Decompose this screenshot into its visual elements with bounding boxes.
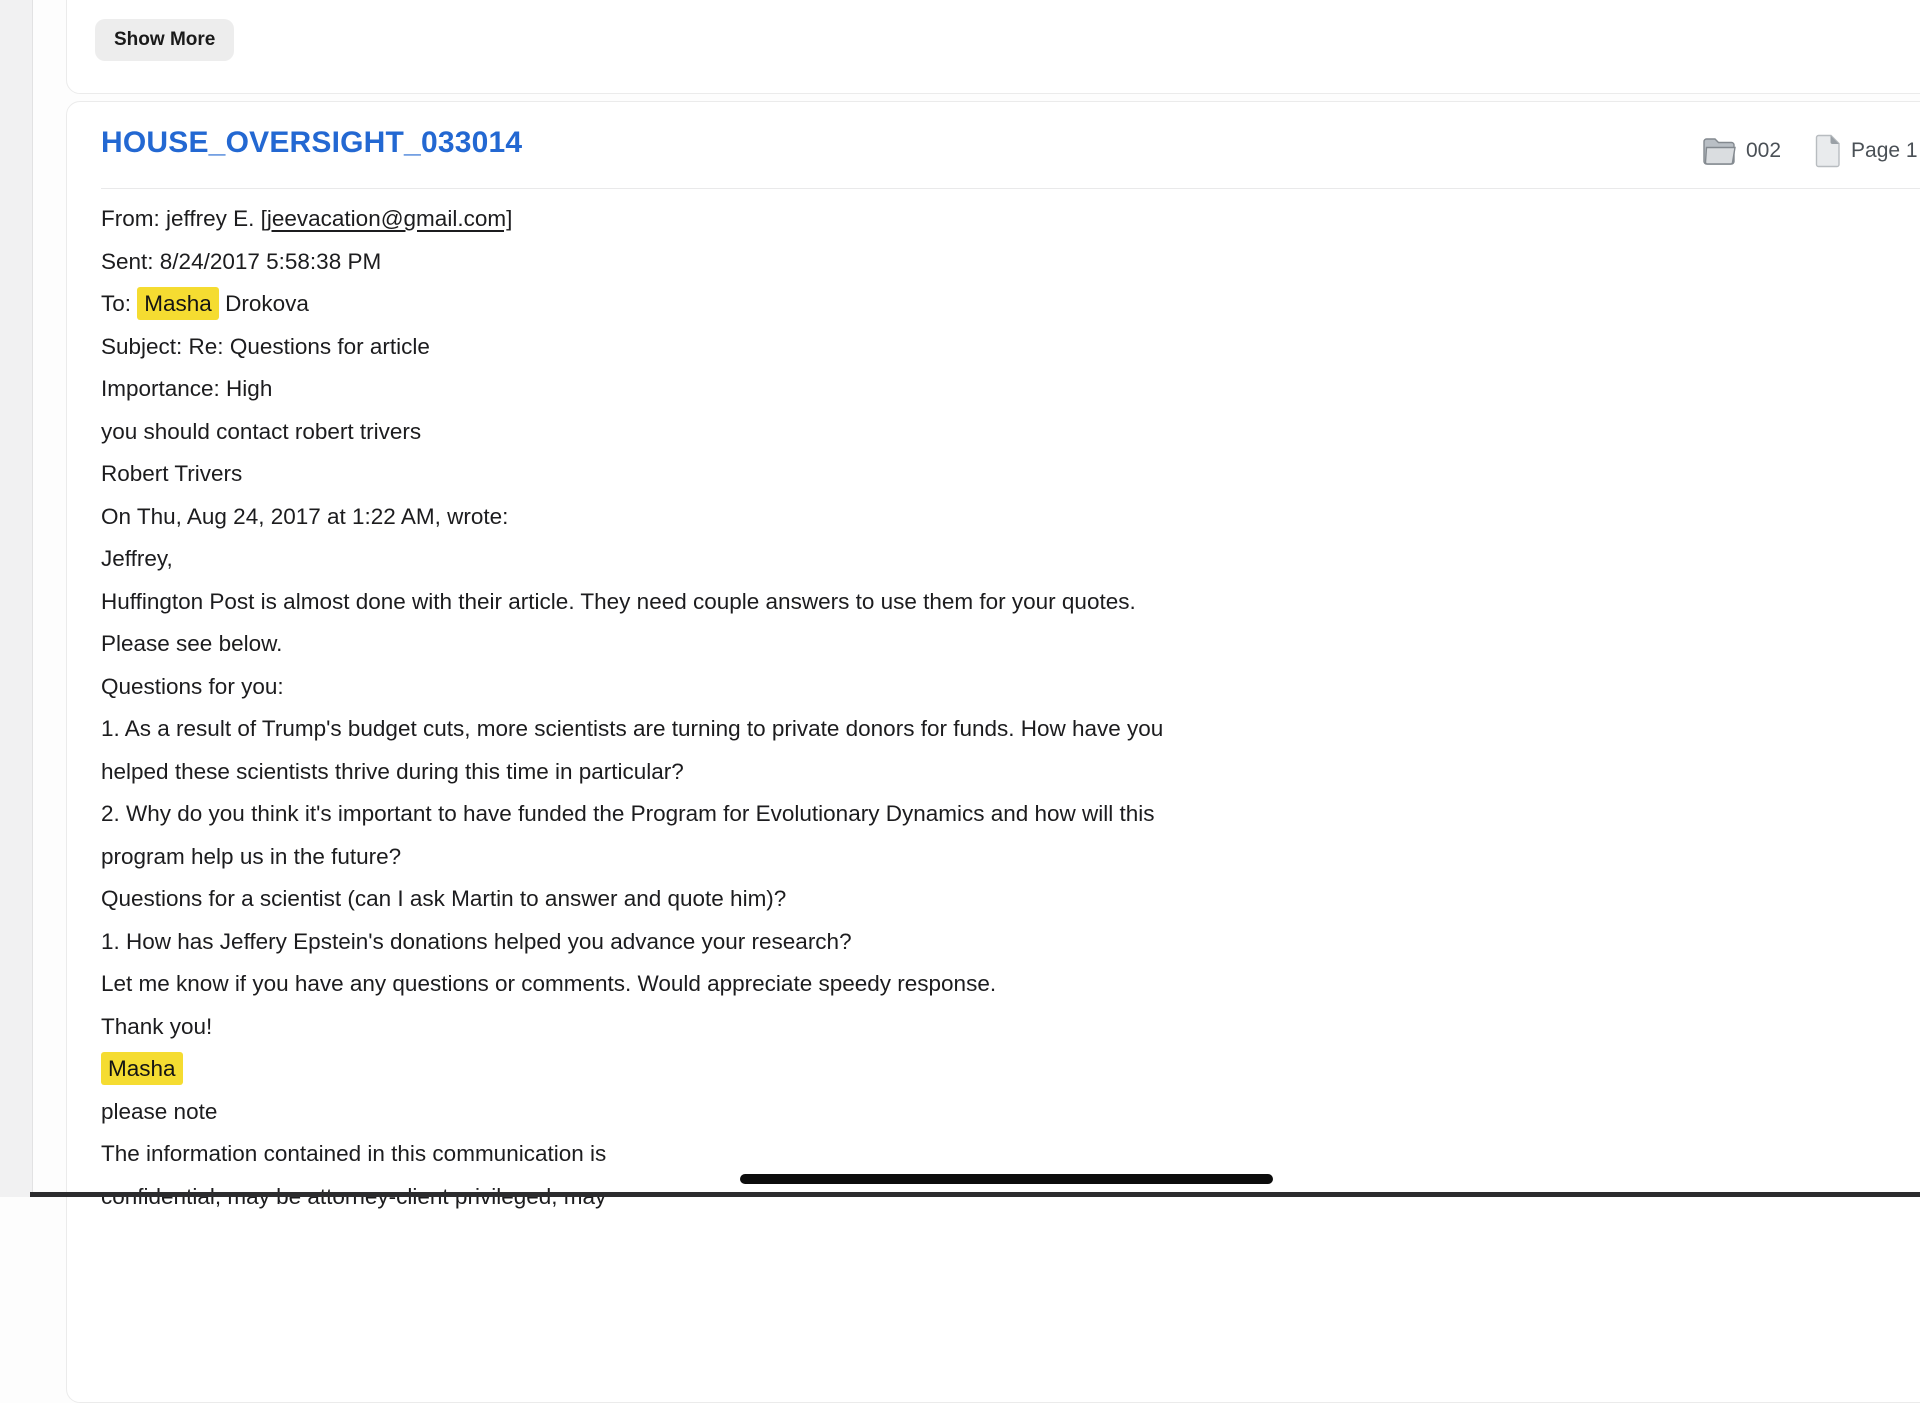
search-highlight: Masha <box>137 287 219 320</box>
redaction-bar <box>740 1174 1273 1184</box>
page-number-label: Page 1 <box>1851 139 1918 162</box>
document-card <box>66 101 1920 1403</box>
previous-document-card <box>66 0 1920 94</box>
email-line: Let me know if you have any questions or comments. Would appreciate speedy response. <box>101 971 997 996</box>
search-highlight: Masha <box>101 1052 183 1085</box>
email-line: you should contact robert trivers <box>101 418 422 444</box>
email-body <box>101 198 1601 1218</box>
email-line: Sent: 8/24/2017 5:58:38 PM <box>101 248 382 274</box>
left-gutter <box>0 0 33 1197</box>
show-more-button[interactable]: Show More <box>95 19 234 61</box>
email-line: Robert Trivers <box>101 461 243 486</box>
email-address-underlined: [jeevacation@gmail.com] <box>260 206 513 231</box>
email-line: From: jeffrey E. [jeevacation@gmail.com] <box>101 206 513 231</box>
email-line: 1. How has Jeffery Epstein's donations helped you advance your research? <box>101 928 852 954</box>
email-line: Jeffrey, <box>101 546 173 571</box>
folder-icon <box>1701 137 1737 166</box>
document-title-link[interactable]: HOUSE_OVERSIGHT_033014 <box>101 126 523 159</box>
email-line: Questions for a scientist (can I ask Martin to answer and quote him)? <box>101 886 787 911</box>
email-line: Thank you! <box>101 1013 213 1039</box>
document-meta-row <box>1701 130 1918 172</box>
email-line: Huffington Post is almost done with their article. They need couple answers to use them for your quotes. <box>101 588 1136 614</box>
email-line: On Thu, Aug 24, 2017 at 1:22 AM, wrote: <box>101 503 509 529</box>
email-line: please note <box>101 1098 218 1124</box>
title-divider <box>101 188 1920 189</box>
bottom-edge-bar <box>30 1192 1920 1197</box>
email-line: Subject: Re: Questions for article <box>101 333 430 359</box>
page-icon <box>1813 134 1842 168</box>
email-line: 2. Why do you think it's important to have funded the Program for Evolutionary Dynamics and how will this <box>101 801 1155 826</box>
email-line: 1. As a result of Trump's budget cuts, more scientists are turning to private donors for funds. How have you <box>101 716 1164 741</box>
email-line: Importance: High <box>101 376 273 401</box>
email-line: The information contained in this communication is <box>101 1141 607 1166</box>
doc-count-label: 002 <box>1746 139 1782 162</box>
email-line: program help us in the future? <box>101 843 402 869</box>
email-line: Questions for you: <box>101 673 284 699</box>
email-line <box>101 1048 1601 1091</box>
email-line: helped these scientists thrive during this time in particular? <box>101 758 684 784</box>
email-line: To: Masha Drokova <box>101 283 1601 326</box>
email-line: Please see below. <box>101 631 283 656</box>
